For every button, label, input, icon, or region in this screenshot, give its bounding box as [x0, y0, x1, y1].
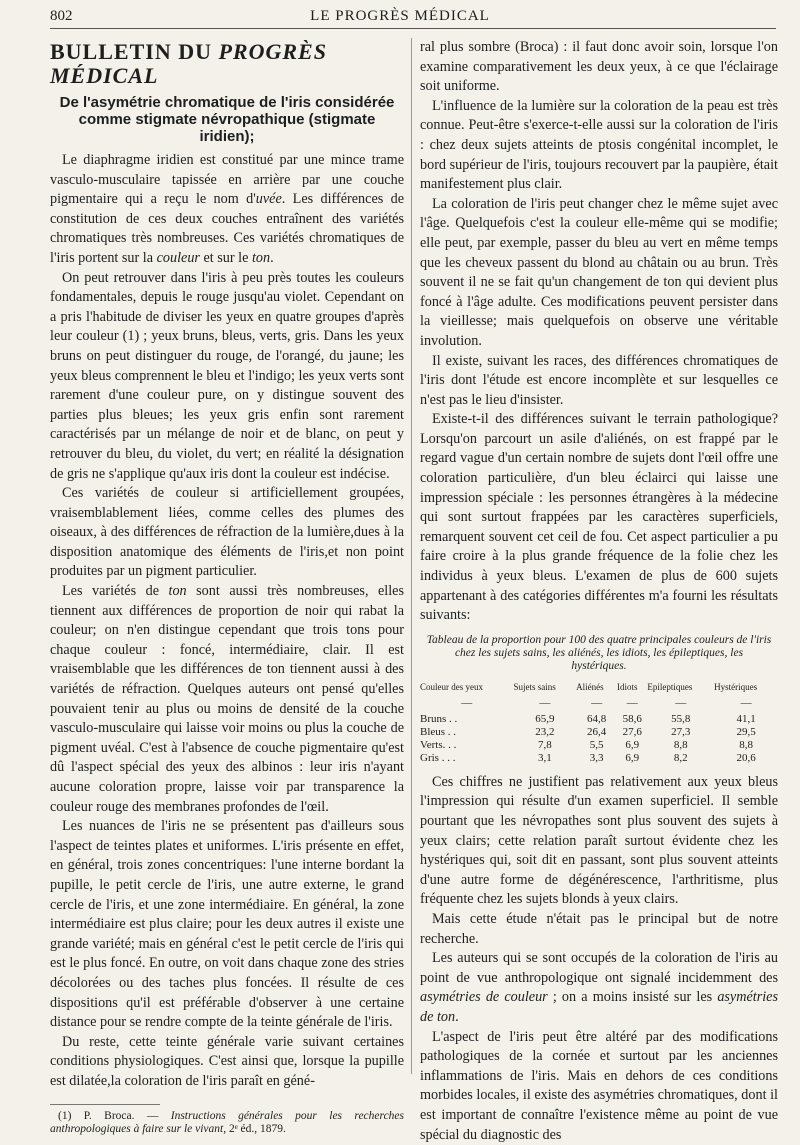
- paragraph: Du reste, cette teinte générale varie suivant certaines conditions physiologiques. C'est ainsi que, lorsque la pupille est dilatée,la coloration de l'iris paraît en géné-: [50, 1033, 404, 1089]
- bulletin-prefix: BULLETIN DU: [50, 39, 219, 64]
- paragraph: Mais cette étude n'était pas le principal but de notre recherche.: [420, 910, 778, 947]
- bulletin-heading: [50, 40, 404, 88]
- paragraph: Ces chiffres ne justifient pas relativement aux yeux bleus l'impression qui résulte d'un examen superficiel. Il semble pourtant que les névropathes sont plus souvent des sujets à yeux clairs; cette relation paraît surtout évidente chez les hystériques qui, soit dit en passant, sont plus souvent atteints d'une autre forme de dégénérescence, l'arthritisme, plus fréquente chez les sujets blonds à yeux clairs.: [420, 773, 778, 908]
- paragraph: On peut retrouver dans l'iris à peu près toutes les couleurs fondamentales, depuis le rouge jusqu'au violet. Cependant on a pris l'habitude de diviser les yeux en quatre groupes d'après leur couleur (1) ; yeux bruns, bleus, verts, gris. Dans les yeux bruns on peut distinguer du rouge, de l'orangé, du jaune; les yeux bleus comprennent le bleu et l'indigo; les yeux verts sont rarement d'une couleur pure, on y distingue souvent des parties plus bleues; les yeux gris enfin sont rarement caractérisés par un mélange de noir et de blanc, on peut y retrouver du bleu, du violet, du vert; en réalité la désignation de gris ne s'applique qu'aux iris dont la couleur est indécise.: [50, 269, 404, 482]
- paragraph: Il existe, suivant les races, des différences chromatiques de l'iris dont l'étude est encore incomplète et sur lesquelles ce n'est pas le lieu d'insister.: [420, 352, 778, 408]
- left-column: [50, 38, 404, 1136]
- footnote: (1) P. Broca. — Instructions générales pour les recherches anthropologiques à faire sur le vivant, 2ᵉ éd., 1879.: [50, 1109, 404, 1135]
- paragraph: Les nuances de l'iris ne se présentent pas d'ailleurs sous l'aspect de teintes plates et uniformes. L'iris présente en effet, en général, trois zones concentriques: l'une interne bordant la pupille, le petit cercle de l'iris, une autre externe, le grand cercle de l'iris, et une zone intermédiaire. En général, la zone intermédiaire est plus claire; pour les deux autres il existe une grande variété; mais en général c'est le petit cercle de l'iris qui est le plus foncé. En outre, on voit dans chaque zone des stries décolorées ou des taches plus foncées. Il résulte de ces dispositions qu'il est préférable d'observer à une certaine distance pour se rendre compte de la teinte générale de l'iris.: [50, 818, 404, 1031]
- paragraph: Les auteurs qui se sont occupés de la coloration de l'iris au point de vue anthropologique ont signalé incidemment des asymétries de couleur ; on a moins insisté sur les asymétries de ton.: [420, 950, 778, 1025]
- column-divider: [411, 38, 412, 1074]
- running-head: [0, 4, 800, 26]
- page-number: 802: [50, 8, 73, 24]
- paragraph: La coloration de l'iris peut changer chez le même sujet avec l'âge. Quelquefois c'est la couleur elle-même qui se modifie; elle peut, par exemple, passer du bleu au vert en même temps que les cheveux passent du blond au châtain ou au brun. Très souvent il ne se fait qu'un changement de ton qui devient plus foncé à l'âge adulte. Ces modifications peuvent persister dans la vieillesse; mais quelquefois on observe une véritable involution.: [420, 195, 778, 349]
- table-header: Hystériques: [714, 681, 758, 692]
- journal-title: LE PROGRÈS MÉDICAL: [310, 8, 490, 24]
- paragraph: Les variétés de ton sont aussi très nombreuses, elles tiennent aux différences de proportion de noir qui rabat la couleur; on n'en distingue cependant que trois tons pour chaque couleur : foncé, intermédiaire, clair. Il est vraisemblable que les différences de ton tiennent aussi à des variétés de réfraction. Quelques auteurs ont pensé qu'elles pouvaient tenir au plus ou moins de densité de la couche vasculo-musculaire qui laisse voir moins ou plus la couche de pigment uvéal. C'est à l'absence de couche pigmentaire qu'est dû l'aspect spécial des yeux des albinos : leur iris n'ayant aucune coloration propre, laisse voir par transparence la couleur rouge des membranes profondes de l'œil.: [50, 583, 405, 815]
- table-header: Epileptiques: [647, 681, 693, 692]
- header-rule: [50, 28, 776, 29]
- table-row: Bruns . . 65,9 64,8 58,6 55,8 41,1: [420, 712, 756, 725]
- paragraph: Existe-t-il des différences suivant le terrain pathologique? Lorsqu'on parcourt un asile d'aliénés, on est frappé par le regard vague d'un certain nombre de sujets dont l'œil offre une coloration particulière, d'un bleu éclairci qui laisse une impression spéciale : les personnes étrangères à la médecine qui sont surtout frappées par les caractères superficiels, remarquent souvent cet ceil de fou. Cet aspect particulier a pu faire croire à la plus grande fréquence de la folie chez les individus à yeux bleus. L'examen de plus de 600 sujets appartenant à des catégories différentes m'a fourni les résultats suivants:: [420, 411, 778, 624]
- article-title: De l'asymétrie chromatique de l'iris considérée comme stigmate névropathique (stigmate iridien);: [59, 94, 395, 145]
- table-header: Idiots: [616, 681, 638, 692]
- paragraph: L'aspect de l'iris peut être altéré par des modifications pathologiques de la cornée et surtout par les anciennes inflammations de l'iris. Mais en dehors de ces conditions morbides locales, il existe des asymétries chromatiques, dont il est important de connaître l'existence même au point de vue spécial du diagnostic des: [420, 1028, 778, 1143]
- table-caption: Tableau de la proportion pour 100 des quatre principales couleurs de l'iris chez les sujets sains, les aliénés, les idiots, les épileptiques, les hystériques.: [426, 633, 772, 672]
- table-header: Couleur des yeux: [420, 681, 483, 692]
- paragraph: ral plus sombre (Broca) : il faut donc avoir soin, lorsque l'on examine comparativement les deux yeux, à ce que l'éclairage soit uniforme.: [420, 39, 778, 95]
- table-dash-row: — — — — — —: [461, 696, 752, 709]
- data-table: [420, 681, 778, 765]
- table-row: Verts. . . 7,8 5,5 6,9 8,8 8,8: [420, 738, 753, 751]
- bulletin-journal-name: PROGRÈS MÉDICAL: [50, 39, 327, 88]
- paragraph: Ces variétés de couleur si artificiellement groupées, vraisemblablement liées, comme celles des plumes des oiseaux, à des différences de réfraction de la lumière,dues à la disposition anatomique des éléments de l'iris,et non point produites par un pigment particulier.: [50, 485, 404, 580]
- table-row: Gris . . . 3,1 3,3 6,9 8,2 20,6: [420, 751, 756, 764]
- table-header: Sujets sains: [513, 681, 556, 692]
- paragraph: Le diaphragme iridien est constitué par une mince trame vasculo-musculaire tapissée en arrière par une couche pigmentaire qui a reçu le nom d'uvée. Les différences de constitution de ces deux couches entraînent des variétés chromatiques très nombreuses. Ces variétés chromatiques de l'iris portent sur la couleur et sur le ton.: [50, 152, 404, 266]
- table-header: Aliénés: [576, 681, 604, 692]
- table-row: Bleus . . 23,2 26,4 27,6 27,3 29,5: [420, 725, 756, 738]
- paragraph: L'influence de la lumière sur la coloration de la peau est très connue. Peut-être s'exerce-t-elle aussi sur la coloration de l'iris : chez deux sujets atteints de ptosis congénital incomplet, le bord supérieur de l'iris, toujours recouvert par la paupière, était manifestement plus clair.: [420, 97, 778, 193]
- right-column: [420, 38, 778, 1145]
- footnote-rule: [50, 1104, 160, 1105]
